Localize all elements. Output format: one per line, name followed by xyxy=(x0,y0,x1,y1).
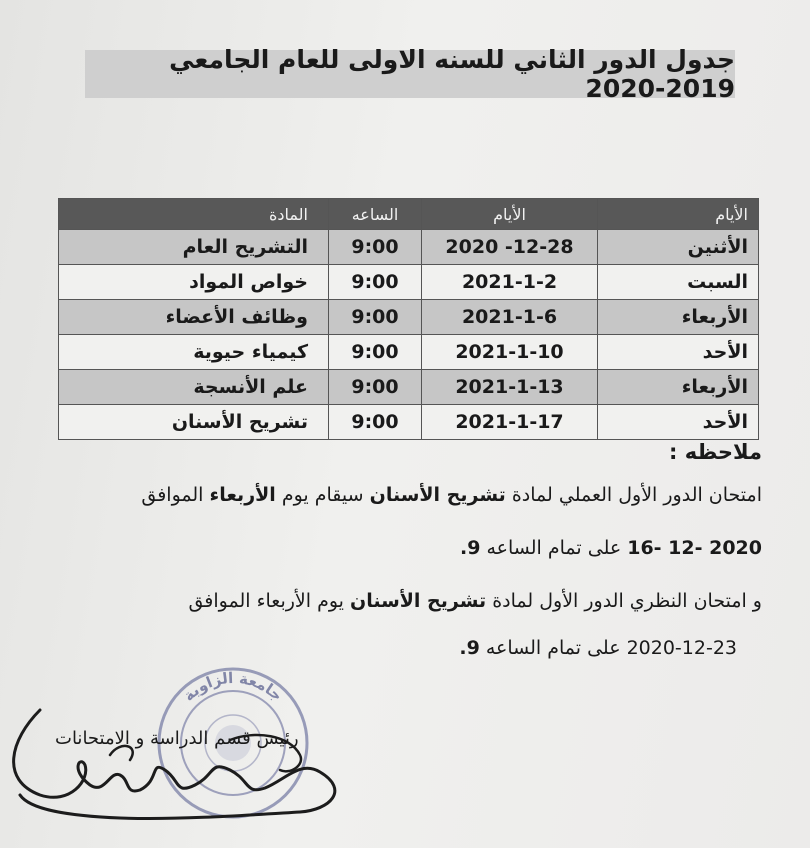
note-date: 2020-12-23 xyxy=(626,637,737,659)
cell-hour: 9:00 xyxy=(329,230,422,265)
table-row xyxy=(59,300,759,335)
cell-hour: 9:00 xyxy=(329,405,422,440)
table-row xyxy=(59,405,759,440)
note-day: الأربعاء xyxy=(209,484,276,506)
table-row xyxy=(59,370,759,405)
cell-day: الأحد xyxy=(598,335,759,370)
notes-heading: ملاحظه : xyxy=(669,440,762,464)
cell-date: 2021-1-10 xyxy=(422,335,598,370)
title-banner xyxy=(85,45,735,103)
cell-subject: التشريح العام xyxy=(59,230,329,265)
table-row xyxy=(59,230,759,265)
cell-day: الأربعاء xyxy=(598,300,759,335)
note-line-practical xyxy=(141,484,762,506)
cell-subject: خواص المواد xyxy=(59,265,329,300)
cell-day: السبت xyxy=(598,265,759,300)
note-subject: تشريح الأسنان xyxy=(349,590,487,612)
note-date: 16- 12- 2020 xyxy=(627,537,762,559)
note-text: الموافق xyxy=(141,484,210,506)
note-text: على تمام الساعه xyxy=(479,637,627,659)
cell-hour: 9:00 xyxy=(329,300,422,335)
cell-subject: كيمياء حيوية xyxy=(59,335,329,370)
cell-date: 2021-1-13 xyxy=(422,370,598,405)
header-day: الأيام xyxy=(598,199,759,230)
note-hour: 9. xyxy=(459,637,480,659)
cell-date: 2020 -12-28 xyxy=(422,230,598,265)
note-text: امتحان الدور الأول العملي لمادة xyxy=(505,484,762,506)
cell-day: الأربعاء xyxy=(598,370,759,405)
cell-date: 2021-1-6 xyxy=(422,300,598,335)
header-date: الأيام xyxy=(422,199,598,230)
header-subject: المادة xyxy=(59,199,329,230)
cell-subject: وظائف الأعضاء xyxy=(59,300,329,335)
cell-date: 2021-1-2 xyxy=(422,265,598,300)
cell-date: 2021-1-17 xyxy=(422,405,598,440)
note-hour: 9. xyxy=(460,537,481,559)
cell-hour: 9:00 xyxy=(329,335,422,370)
header-hour: الساعه xyxy=(329,199,422,230)
stamp-text: جامعة الزاوية xyxy=(179,668,287,705)
note-line-practical-date xyxy=(460,537,762,559)
note-text: على تمام الساعه xyxy=(480,537,628,559)
exam-schedule-table xyxy=(58,198,759,440)
document-title: جدول الدور الثاني للسنه الاولى للعام الجامعي 2019-2020 xyxy=(169,45,735,103)
note-text: يوم الأربعاء الموافق xyxy=(188,590,350,612)
note-subject: تشريح الأسنان xyxy=(369,484,506,506)
handwritten-signature xyxy=(0,700,380,840)
cell-day: الأثنين xyxy=(598,230,759,265)
note-line-theory-date xyxy=(459,637,737,659)
cell-subject: تشريح الأسنان xyxy=(59,405,329,440)
table-row xyxy=(59,335,759,370)
table-header-row xyxy=(59,199,759,230)
note-text: و امتحان النظري الدور الأول لمادة xyxy=(486,590,762,612)
cell-hour: 9:00 xyxy=(329,370,422,405)
table-row xyxy=(59,265,759,300)
signatory-title: رئيس قسم الدراسة و الامتحانات xyxy=(55,728,299,749)
note-line-theory xyxy=(188,590,762,612)
cell-subject: علم الأنسجة xyxy=(59,370,329,405)
cell-hour: 9:00 xyxy=(329,265,422,300)
note-text: سيقام يوم xyxy=(275,484,370,506)
cell-day: الأحد xyxy=(598,405,759,440)
